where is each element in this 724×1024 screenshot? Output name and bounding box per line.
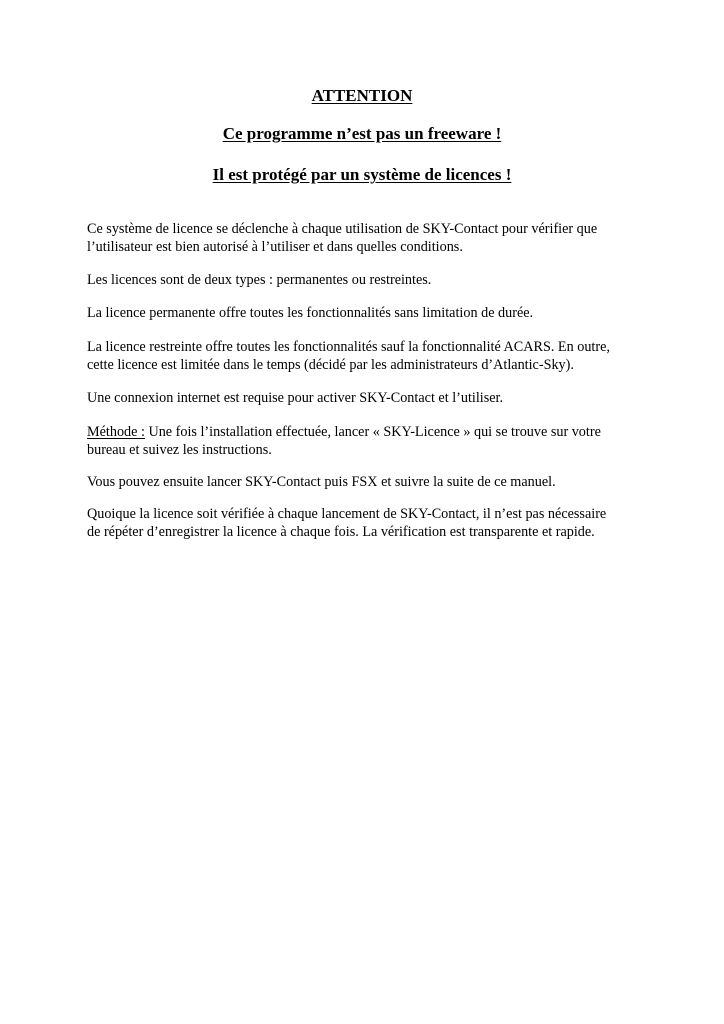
paragraph-line: cette licence est limitée dans le temps (décidé par les administrateurs d’Atlantic-Sky). <box>87 357 574 373</box>
paragraph-method <box>87 423 647 459</box>
paragraph-line: La licence permanente offre toutes les fonctionnalités sans limitation de durée. <box>87 305 534 321</box>
paragraph-line: Vous pouvez ensuite lancer SKY-Contact puis FSX et suivre la suite de ce manuel. <box>87 474 556 490</box>
heading-attention: ATTENTION <box>311 86 413 105</box>
paragraph-line: bureau et suivez les instructions. <box>87 442 272 458</box>
paragraph-line: Quoique la licence soit vérifiée à chaque lancement de SKY-Contact, il n’est pas nécessaire <box>87 506 607 522</box>
paragraph-line: Une fois l’installation effectuée, lancer « SKY-Licence » qui se trouve sur votre <box>144 424 601 440</box>
paragraph-restricted-license <box>87 338 647 374</box>
paragraph-line: Les licences sont de deux types : permanentes ou restreintes. <box>87 272 432 288</box>
paragraph-launch <box>87 473 647 491</box>
paragraph-line: Une connexion internet est requise pour activer SKY-Contact et l’utiliser. <box>87 390 504 406</box>
heading-not-freeware: Ce programme n’est pas un freeware ! <box>222 124 502 143</box>
heading-license-protected: Il est protégé par un système de licences ! <box>212 165 512 184</box>
paragraph-line: l’utilisateur est bien autorisé à l’utiliser et dans quelles conditions. <box>87 239 463 255</box>
paragraph-line: La licence restreinte offre toutes les fonctionnalités sauf la fonctionnalité ACARS. En outre, <box>87 339 610 355</box>
paragraph-verification <box>87 505 647 541</box>
method-label: Méthode : <box>87 424 145 440</box>
paragraph-line: Ce système de licence se déclenche à chaque utilisation de SKY-Contact pour vérifier que <box>87 221 598 237</box>
paragraph-line: de répéter d’enregistrer la licence à chaque fois. La vérification est transparente et rapide. <box>87 524 595 540</box>
paragraph-permanent-license <box>87 304 647 322</box>
paragraph-internet-required <box>87 389 647 407</box>
paragraph-license-types <box>87 271 647 289</box>
paragraph-license-system <box>87 220 647 256</box>
